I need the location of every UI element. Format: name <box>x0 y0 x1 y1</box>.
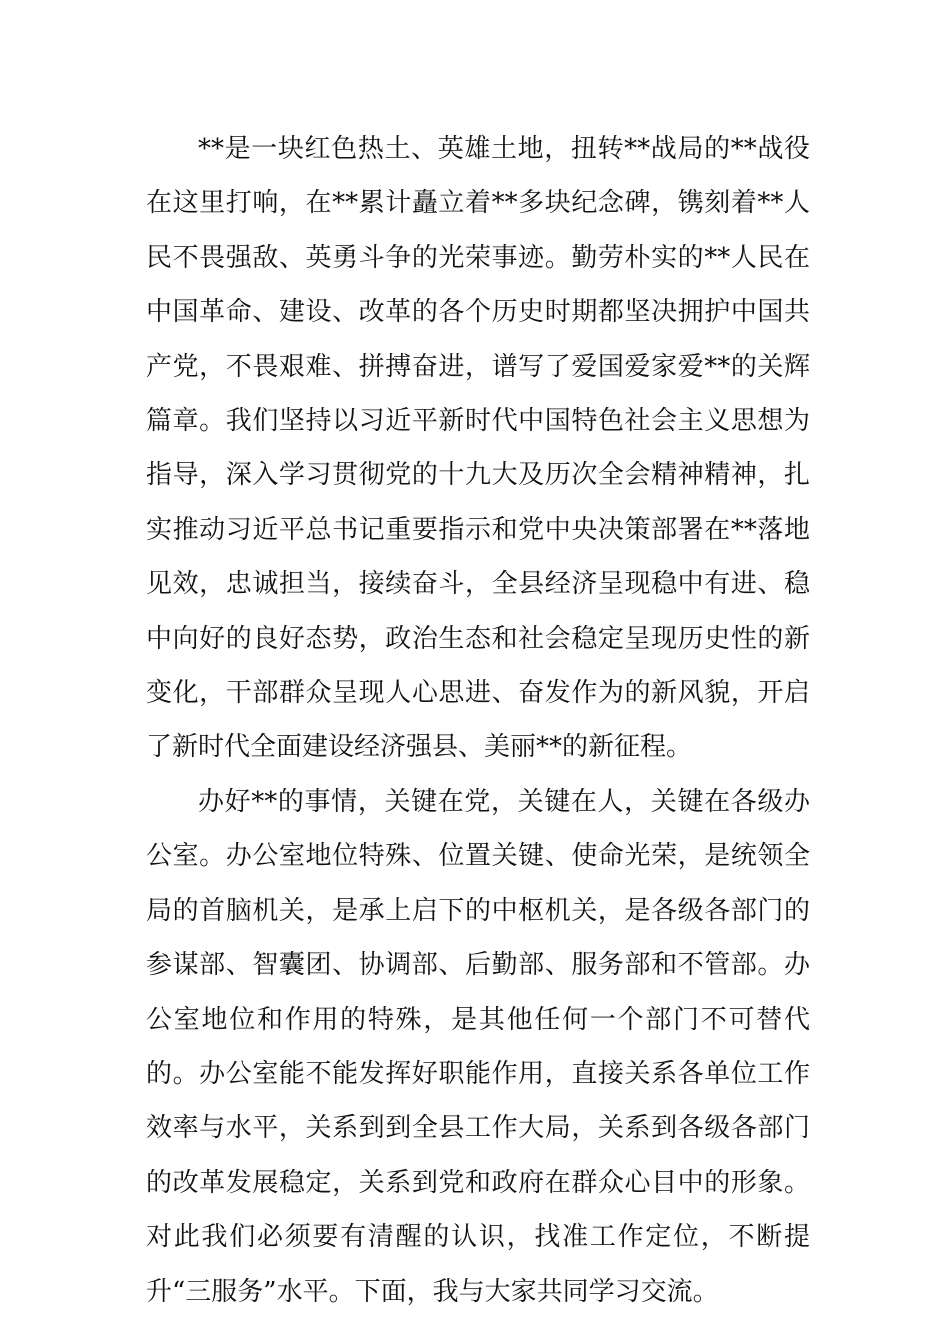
paragraph-2: 办好**的事情，关键在党，关键在人，关键在各级办公室。办公室地位特殊、位置关键、使命光荣，是统领全局的首脑机关，是承上启下的中枢机关，是各级各部门的参谋部、智囊团、协调部、后勤部、服务部和不管部。办公室地位和作用的特殊，是其他任何一个部门不可替代的。办公室能不能发挥好职能作用，直接关系各单位工作效率与水平，关系到到全县工作大局，关系到各级各部门的改革发展稳定，关系到党和政府在群众心目中的形象。对此我们必须要有清醒的认识，找准工作定位，不断提升“三服务”水平。下面，我与大家共同学习交流。 <box>146 786 810 1307</box>
document-body <box>146 122 810 1319</box>
paragraph-1: **是一块红色热土、英雄土地，扭转**战局的**战役在这里打响，在**累计矗立着**多块纪念碑，镌刻着**人民不畏强敌、英勇斗争的光荣事迹。勤劳朴实的**人民在中国革命、建设、改革的各个历史时期都坚决拥护中国共产党，不畏艰难、拼搏奋进，谱写了爱国爱家爱**的关辉篇章。我们坚持以习近平新时代中国特色社会主义思想为指导，深入学习贯彻党的十九大及历次全会精神精神，扎实推动习近平总书记重要指示和党中央决策部署在**落地见效，忠诚担当，接续奋斗，全县经济呈现稳中有进、稳中向好的良好态势，政治生态和社会稳定呈现历史性的新变化，干部群众呈现人心思进、奋发作为的新风貌，开启了新时代全面建设经济强县、美丽**的新征程。 <box>146 134 810 763</box>
